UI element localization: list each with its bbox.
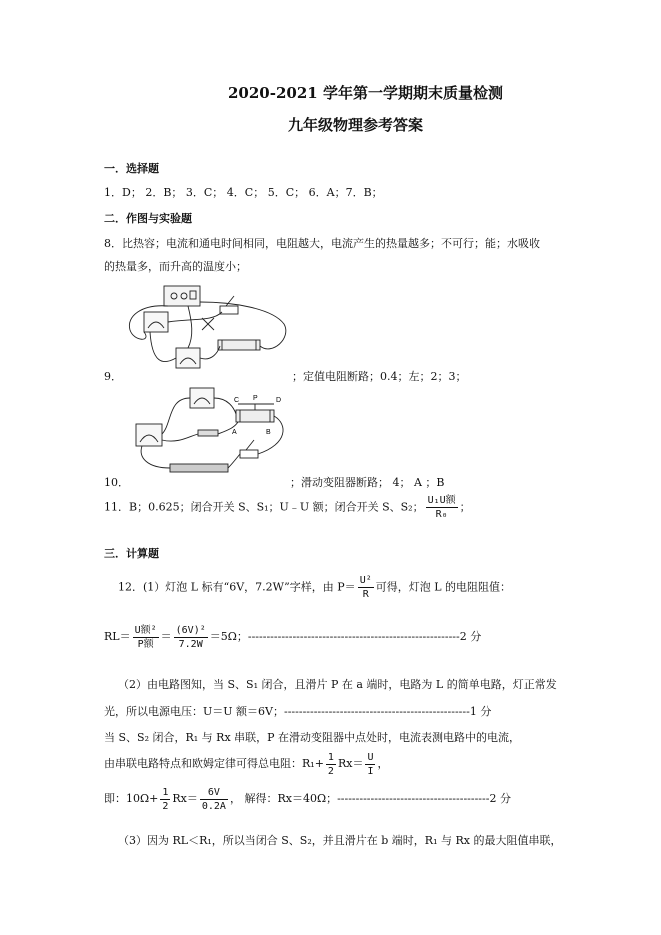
q8-line-2: 的热量多，而升高的温度小； (104, 260, 247, 273)
part2-line-5-text-a: 即：10Ω+ (104, 792, 159, 805)
rl-fraction-1-denominator: P额 (137, 638, 154, 650)
q8-line-1: 8．比热容；电流和通电时间相同，电阻越大，电流产生的热量越多；不可行；能；水吸收 (104, 237, 540, 250)
part2-line-1: （2）由电路图知，当 S、S₁ 闭合，且滑片 P 在 a 端时，电路为 L 的简单电路，灯正常发 (118, 678, 557, 691)
q9-answer: ；定值电阻断路；0.4；左；2；3； (292, 370, 467, 383)
title-line-2: 九年级物理参考答案 (288, 116, 424, 134)
half-fraction-2-denominator: 2 (162, 800, 169, 812)
choice-answers: 1．D； 2．B； 3．C； 4．C； 5．C； 6．A；7．B； (104, 186, 383, 199)
rl-calculation-line (104, 623, 481, 651)
q11-fraction-numerator: U₁U额 (427, 495, 456, 506)
q11-fraction-denominator: R₀ (435, 509, 448, 520)
power-formula-fraction (358, 574, 374, 601)
q9-number: 9． (104, 370, 122, 383)
q11-fraction (426, 494, 458, 521)
rl-fraction-1-numerator: U额² (134, 624, 157, 636)
q11-text: 11．B；0.625；闭合开关 S、S₁；U﹣U 额；闭合开关 S、S₂； (104, 500, 424, 514)
q10-answer: ；滑动变阻器断路； 4； A ；B (290, 476, 445, 489)
label-p: P (253, 395, 258, 402)
q11-end: ； (459, 500, 471, 514)
half-fraction (326, 751, 336, 778)
power-formula-numerator: U² (359, 575, 372, 586)
label-a: A (232, 429, 237, 436)
rl-fraction-2-numerator: (6V)² (175, 624, 206, 636)
q12-part1-text-b: 可得，灯泡 L 的电阻阻值： (375, 580, 512, 594)
title-line-1: 2020-2021 学年第一学期期末质量检测 (228, 84, 503, 102)
rl-fraction-1 (133, 624, 159, 651)
section-heading-calculation: 三．计算题 (104, 547, 159, 560)
rl-fraction-2-denominator: 7.2W (178, 638, 203, 650)
q12-part1-text-a: 12．(1）灯泡 L 标有“6V，7.2W”字样，由 P＝ (118, 580, 356, 594)
q10-circuit-diagram (128, 384, 290, 476)
u-over-i-numerator: U (367, 751, 374, 763)
part3-line-1: （3）因为 RL＜R₁，所以当闭合 S、S₂，并且滑片在 b 端时，R₁ 与 Rx 的最大阻值串联， (118, 834, 562, 847)
rl-fraction-2 (174, 624, 208, 651)
half-fraction-2-numerator: 1 (162, 786, 169, 798)
part2-line-4-text-b: Rx＝ (337, 757, 364, 770)
part2-line-5 (104, 785, 511, 813)
label-c: C (234, 397, 240, 404)
part2-line-3: 当 S、S₂ 闭合，R₁ 与 Rx 串联，P 在滑动变阻器中点处时，电流表测电路中的电流， (104, 731, 521, 744)
half-fraction-denominator: 2 (327, 765, 334, 777)
current-fraction (200, 786, 228, 813)
rl-tail: ＝5Ω；---------------------------------------------------------2 分 (209, 630, 482, 643)
rl-prefix: RL＝ (104, 630, 131, 643)
u-over-i-fraction (365, 751, 375, 778)
section-heading-experiment: 二．作图与实验题 (104, 212, 192, 225)
q12-part1-line (118, 574, 511, 601)
u-over-i-denominator: I (367, 765, 374, 777)
part2-line-5-text-c: ， 解得：Rx＝40Ω；-----------------------------------------2 分 (229, 792, 511, 805)
part2-line-4-text-c: ， (377, 757, 389, 770)
power-formula-denominator: R (362, 589, 369, 600)
part2-line-4-text-a: 由串联电路特点和欧姆定律可得总电阻：R₁+ (104, 757, 324, 770)
rl-equals: ＝ (160, 630, 172, 643)
part2-line-5-text-b: Rx＝ (172, 792, 198, 805)
part2-line-4 (104, 750, 388, 778)
label-d: D (276, 397, 282, 404)
q11-answer (104, 494, 471, 521)
current-fraction-numerator: 6V (200, 786, 228, 800)
q9-circuit-diagram (122, 282, 292, 374)
half-fraction-numerator: 1 (327, 751, 334, 763)
half-fraction-2 (160, 786, 170, 813)
current-fraction-denominator: 0.2A (201, 800, 226, 812)
section-heading-choice: 一．选择题 (104, 162, 159, 175)
part2-line-2: 光，所以电源电压：U＝U 额＝6V；--------------------------------------------------1 分 (104, 705, 492, 718)
q10-number: 10． (104, 476, 129, 489)
label-b: B (266, 429, 271, 436)
